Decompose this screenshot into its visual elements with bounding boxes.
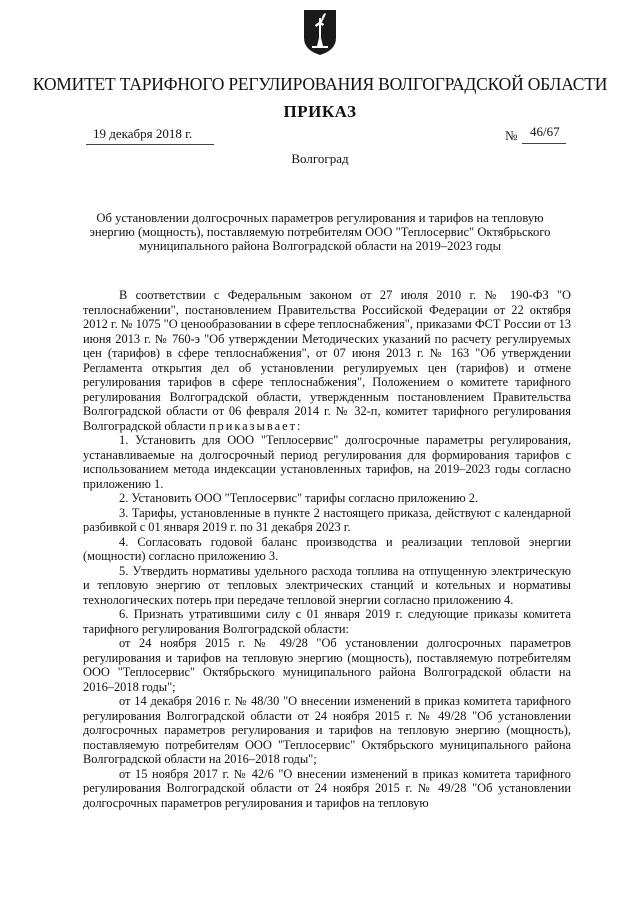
date-underline [86, 144, 214, 145]
order-item: 2. Установить ООО "Теплосервис" тарифы согласно приложению 2. [119, 491, 479, 505]
preamble-paragraph [83, 288, 571, 433]
organization-name: КОМИТЕТ ТАРИФНОГО РЕГУЛИРОВАНИЯ ВОЛГОГРАДСКОЙ ОБЛАСТИ [32, 74, 608, 94]
subject-line: энергию (мощность), поставляемую потребителям ООО "Теплосервис" Октябрьского [89, 225, 551, 239]
order-item: 6. Признать утратившими силу с 01 января 2019 г. следующие приказы комитета тарифного регулирования Волгоградской области: [83, 607, 571, 636]
document-date: 19 декабря 2018 г. [93, 126, 193, 141]
document-subject [60, 211, 580, 253]
repealed-order: от 24 ноября 2015 г. № 49/28 "Об установлении долгосрочных параметров регулирования и тарифов на тепловую энергию (мощность), поставляемую потребителям ООО "Теплосервис" Октябрьского муниципального района Волгоградской области на 2016–2018 годы"; [83, 636, 571, 694]
order-item: 4. Согласовать годовой баланс производства и реализации тепловой энергии (мощности) согласно приложению 3. [83, 534, 571, 563]
document-type: ПРИКАЗ [283, 102, 357, 121]
document-body [83, 288, 571, 810]
subject-line: муниципального района Волгоградской области на 2019–2023 годы [138, 239, 502, 253]
repealed-order: от 14 декабря 2016 г. № 48/30 "О внесении изменений в приказ комитета тарифного регулирования Волгоградской области от 24 ноября 2015 г. № 49/28 "Об установлении долгосрочных параметров регулирования и тарифов на тепловую энергию (мощность), поставляемую потребителям ООО "Теплосервис" Октябрьского муниципального района Волгоградской области на 2016–2018 годы"; [83, 694, 571, 766]
order-item: 1. Установить для ООО "Теплосервис" долгосрочные параметры регулирования, устанавливаемые на долгосрочный период регулирования для формирования тарифов с использованием метода индексации установленных тарифов, на 2019–2023 годы согласно приложению 1. [83, 433, 571, 491]
document-number: 46/67 [530, 124, 560, 139]
coat-of-arms-icon [302, 8, 338, 56]
number-underline [522, 143, 566, 144]
city-name: Волгоград [291, 151, 349, 166]
number-sign: № [505, 128, 518, 143]
order-item: 3. Тарифы, установленные в пункте 2 настоящего приказа, действуют с календарной разбивкой с 01 января 2019 г. по 31 декабря 2023 г. [83, 505, 571, 534]
repealed-order: от 15 ноября 2017 г. № 42/6 "О внесении изменений в приказ комитета тарифного регулирования Волгоградской области от 24 ноября 2015 г. № 49/28 "Об установлении долгосрочных параметров регулирования и тарифов на тепловую [83, 766, 571, 810]
subject-line: Об установлении долгосрочных параметров регулирования и тарифов на тепловую [96, 211, 544, 225]
order-word: приказывает: [208, 418, 303, 433]
preamble-text: В соответствии с Федеральным законом от 27 июля 2010 г. № 190-ФЗ "О теплоснабжении", постановлением Правительства Российской Федерации от 22 октября 2012 г. № 1075 "О ценообразовании в сфере теплоснабжения", приказами ФСТ России от 13 июня 2013 г. № 760-э "Об утверждении Методических указаний по расчету регулируемых цен (тарифов) в сфере теплоснабжения", от 07 июня 2013 г. № 163 "Об утверждении Регламента открытия дел об установлении регулируемых цен (тарифов) и отмене регулирования тарифов в сфере теплоснабжения", Положением о комитете тарифного регулирования Волгоградской области, утвержденным постановлением Правительства Волгоградской области от 06 февраля 2014 г. № 32-п, комитет тарифного регулирования Волгоградской области [83, 288, 571, 433]
order-item: 5. Утвердить нормативы удельного расхода топлива на отпущенную электрическую и тепловую энергию от тепловых электрических станций и котельных и нормативы технологических потерь при передаче тепловой энергии согласно приложению 4. [83, 563, 571, 607]
